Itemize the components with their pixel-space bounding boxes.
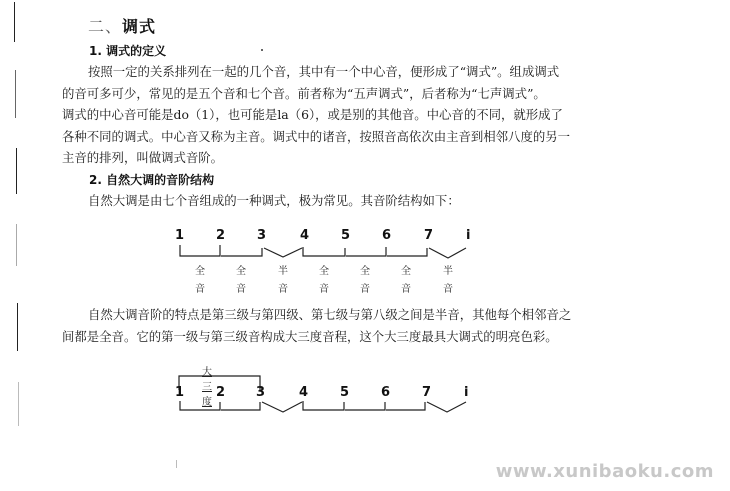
note-4: 4 [300,228,310,243]
note-3: 3 [256,385,266,400]
paragraph-line: 调式的中心音可能是do（1），也可能是la（6），或是别的其他音。中心音的不同，就形成了 [62,107,563,122]
subsection-title-definition: 1. 调式的定义 [89,44,167,58]
interval-label-bottom: 音 [236,284,246,295]
note-2: 2 [216,228,226,243]
interval-label-bottom: 音 [195,284,205,295]
note-2: 2 [216,385,226,400]
interval-label-top: 全 [360,266,370,277]
section-title: 调式 [122,17,157,36]
section-number: 二、 [88,17,123,36]
paragraph-line: 主音的排列，叫做调式音阶。 [62,150,224,165]
interval-label-top: 半 [443,266,453,277]
interval-label-bottom: 音 [443,284,453,295]
note-5: 5 [341,228,351,243]
note-high-1: i [464,385,469,400]
note-1: 1 [175,228,185,243]
note-4: 4 [299,385,309,400]
note-high-1: i [466,228,471,243]
paragraph-line: 自然大调音阶的特点是第三级与第四级、第七级与第八级之间是半音，其他每个相邻音之 [88,307,572,322]
interval-label-bottom: 音 [319,284,329,295]
paragraph-line: 各种不同的调式。中心音又称为主音。调式中的诸音，按照音高依次由主音到相邻八度的另一 [62,128,571,144]
interval-label-top: 全 [195,266,205,277]
note-1: 1 [175,385,185,400]
interval-label-top: 全 [319,266,329,277]
note-3: 3 [257,228,267,243]
note-6: 6 [381,385,391,400]
paragraph-line: 间都是全音。它的第一级与第三级音构成大三度音程，这个大三度最具大调式的明亮色彩。 [62,328,558,344]
interval-label-top: 全 [401,266,411,277]
interval-label-bottom: 音 [401,284,411,295]
paragraph-line: 自然大调是由七个音组成的一种调式，极为常见。其音阶结构如下： [88,193,460,208]
watermark: www.xunibaoku.com [495,461,714,482]
note-5: 5 [340,385,350,400]
interval-label-bottom: 音 [278,284,288,295]
paragraph-line: 的音可多可少，常见的是五个音和七个音。前者称为“五声调式”，后者称为“七声调式”。 [62,85,546,101]
subsection-title-major-scale: 2. 自然大调的音阶结构 [89,173,215,187]
interval-label-top: 全 [236,266,246,277]
note-7: 7 [424,228,434,243]
major-third-label: 大三度 [202,367,212,408]
paragraph-line: 按照一定的关系排列在一起的几个音，其中有一个中心音，便形成了“调式”。组成调式 [88,64,560,79]
note-6: 6 [382,228,392,243]
interval-label-bottom: 音 [360,284,370,295]
interval-label-top: 半 [278,266,288,277]
note-7: 7 [422,385,432,400]
